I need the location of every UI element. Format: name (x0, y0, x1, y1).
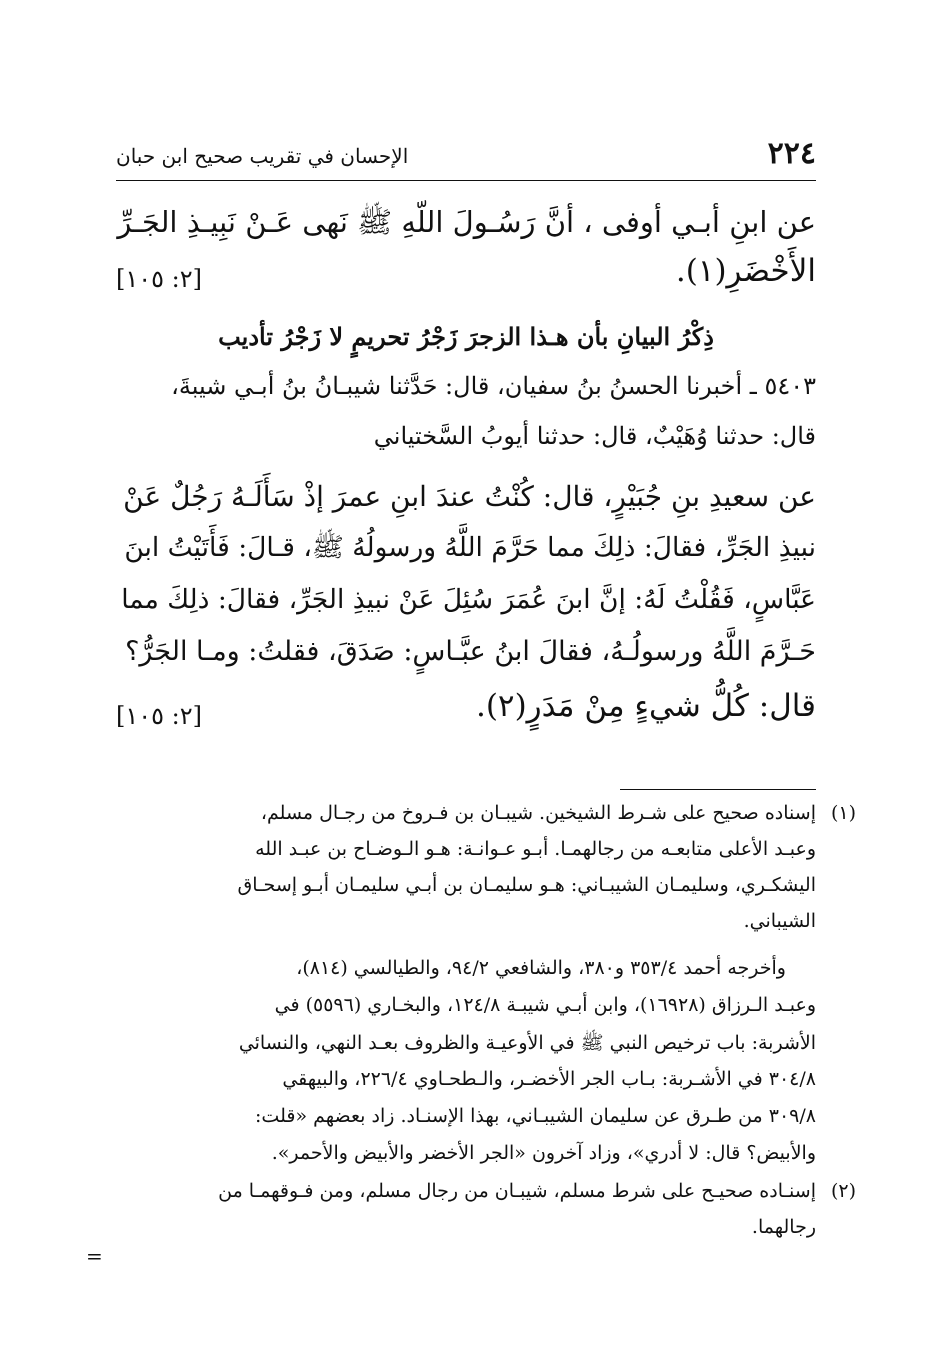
footnote-line: الشيباني. (743, 910, 816, 932)
section-heading: ذِكْرُ البيانِ بأن هـذا الزجرَ زَجْرُ تحريمٍ لا زَجْرُ تأديب (218, 322, 714, 351)
text-line: نبيذِ الجَرِّ، فقالَ: ذلِكَ مما حَرَّمَ اللَّهُ ورسولُهُ ﷺ، قـالَ: فَأَتَيْتُ ابنَ (124, 532, 816, 563)
text-line: عن سعيدِ بنِ جُبَيْرٍ، قال: كُنْتُ عندَ ابنِ عمرَ إذْ سَأَلَـهُ رَجُلٌ عَنْ (123, 480, 816, 513)
footnotes (116, 802, 856, 1272)
text-line: الأَخْضَرِ(١). (675, 253, 816, 289)
footnote-line: إسناده صحيح على شـرط الشيخين. شيبـان بن فـروخ من رجـال مسلم، (260, 802, 816, 824)
reference-mark: [٢: ١٠٥] (116, 702, 203, 730)
footnote-line: رجالهما. (751, 1216, 816, 1238)
text-line: عَبَّاسٍ، فَقُلْتُ لَهُ: إنَّ ابنَ عُمَرَ سُئِلَ عَنْ نبيذِ الجَرِّ، فقالَ: ذلِكَ مما (121, 584, 816, 615)
text-line: قال: حدثنا وُهَيْبٌ، قال: حدثنا أيوبُ السَّختياني (373, 422, 816, 450)
footnote-line: ٣٠٤/٨ في الأشـربة: بـاب الجر الأخضـر، والـطحـاوي ٢٢٦/٤، والبيهقي (282, 1068, 816, 1090)
margin-continuation-mark: = (86, 1244, 103, 1268)
footnote-line: الأشربة: باب ترخيص النبي ﷺ في الأوعيـة والظروف بعـد النهي، والنسائي (238, 1032, 816, 1054)
text-line: عن ابنِ أبـي أوفى ، أنَّ رَسُـولَ اللّهِ ﷺ نَهى عَـنْ نَبِيـذِ الجَـرِّ (117, 205, 816, 239)
footnote-line: ٣٠٩/٨ من طـرق عن سليمان الشيبـاني، بهذا الإسنـاد. زاد بعضهم «قلت: (255, 1105, 816, 1127)
header-rule (116, 180, 816, 181)
footnote-line: وعبـد الأعلى متابعـه من رجالهمـا. أبـو عـوانـة: هـو الـوضـاح بن عبـد الله (255, 838, 816, 860)
hadith-isnad (116, 372, 816, 462)
footnote-line: إسنـاده صحيـح على شرط مسلم، شيبـان من رجال مسلم، ومن فـوقهمـا من (218, 1180, 816, 1202)
running-title: الإحسان في تقريب صحيح ابن حبان (116, 144, 409, 168)
reference-mark: [٢: ١٠٥] (116, 265, 203, 293)
hadith-matn (116, 480, 816, 750)
footnote-line: وعبـد الـرزاق (١٦٩٢٨)، وابن أبـي شيبـة ١٢٤/٨، والبخـاري (٥٥٩٦) في (274, 994, 816, 1016)
footnote-rule (620, 789, 816, 790)
text-line: ٥٤٠٣ ـ أخبرنا الحسنُ بنُ سفيان، قال: حَدَّثنا شيبـانُ بنُ أبـي شيبةَ، (171, 372, 816, 400)
footnote-line: اليشكـري، وسليمـان الشيبـاني: هـو سليمـان بن أبـي سليمـان أبـو إسحـاق (237, 874, 816, 896)
page-header (116, 132, 816, 178)
footnote-line: وأخرجه أحمد ٣٥٣/٤ و٣٨٠، والشافعي ٩٤/٢، والطيالسي (٨١٤)، (296, 957, 786, 979)
footnote-number: (٢) (830, 1180, 856, 1202)
text-line: قال: كُلُّ شيءٍ مِنْ مَدَرٍ(٢). (475, 688, 816, 724)
page-number: ٢٢٤ (767, 136, 816, 171)
prev-hadith (116, 205, 816, 295)
footnote-line: والأبيض؟ قال: لا أدري»، وزاد آخرون «الجر الأخضر والأبيض والأحمر». (271, 1142, 816, 1164)
footnote-number: (١) (830, 802, 856, 824)
text-line: حَـرَّمَ اللَّهُ ورسولُـهُ، فقالَ ابنُ عبَّـاسٍ: صَدَقَ، فقلتُ: ومـا الجَرُّ؟ (125, 636, 816, 667)
